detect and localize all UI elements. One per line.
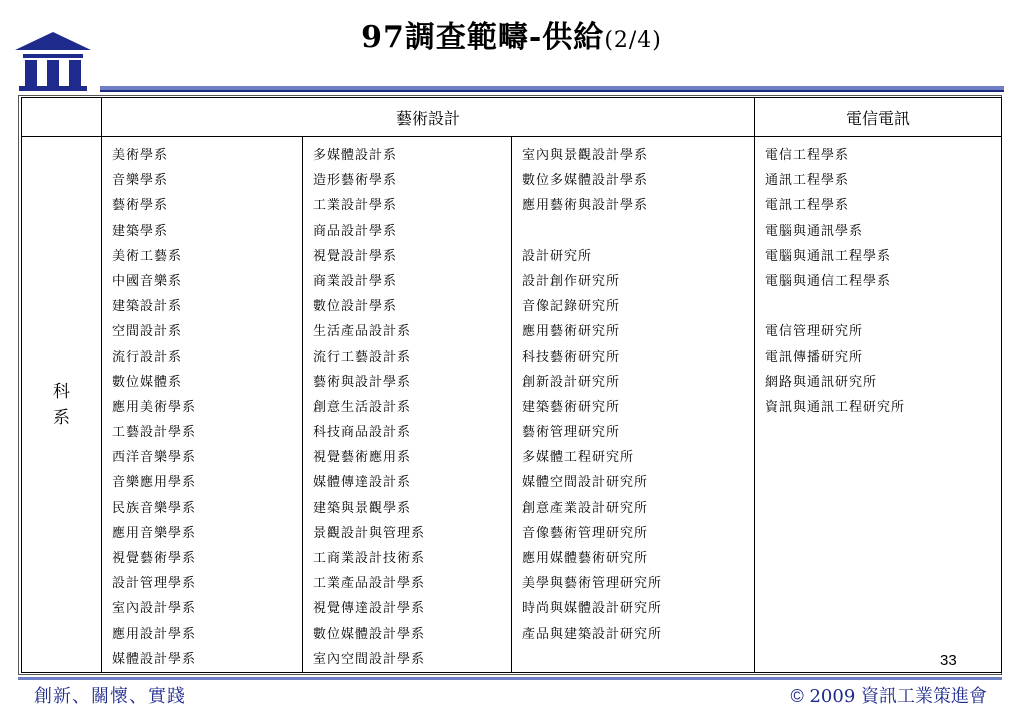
department-item: 應用音樂學系: [112, 525, 197, 541]
department-item: 建築學系: [112, 223, 169, 239]
department-item: 音樂應用學系: [112, 475, 197, 491]
department-item: 應用美術學系: [112, 399, 197, 415]
department-item: 產品與建築設計研究所: [522, 626, 663, 642]
department-item: 工業產品設計學系: [313, 576, 426, 592]
department-item: 室內空間設計學系: [313, 651, 426, 667]
department-item: 視覺藝術學系: [112, 551, 197, 566]
department-column-2: [303, 137, 512, 673]
department-item: 民族音樂學系: [112, 500, 197, 516]
department-item: 應用媒體藝術研究所: [522, 551, 649, 566]
department-item: 音樂學系: [112, 173, 169, 189]
department-item: 數位設計學系: [313, 299, 398, 315]
survey-table: [21, 97, 1002, 673]
department-item: 美學與藝術管理研究所: [522, 576, 663, 592]
department-item: 設計管理學系: [112, 576, 197, 592]
page-title: [0, 12, 1023, 56]
footer-rule: [18, 677, 1002, 680]
department-item: 景觀設計與管理系: [313, 525, 426, 541]
department-item: 生活產品設計系: [313, 324, 412, 340]
title-suffix: (2/4): [604, 28, 662, 53]
department-item: 建築藝術研究所: [522, 399, 621, 415]
department-item: 工藝設計學系: [112, 425, 197, 441]
footer-slogan: 創新、關懷、實踐: [34, 686, 186, 707]
table-body-row: [22, 137, 1002, 673]
department-item: 音像記錄研究所: [522, 299, 621, 315]
department-item: 科技商品設計系: [313, 425, 412, 441]
department-item: 商業設計學系: [313, 273, 398, 289]
department-item: 時尚與媒體設計研究所: [522, 601, 663, 617]
department-item: 流行工藝設計系: [313, 349, 412, 365]
footer-copyright: [790, 682, 987, 708]
department-item: 電腦與通信工程學系: [765, 273, 892, 289]
department-item: 通訊工程學系: [765, 173, 850, 189]
department-item: 設計研究所: [522, 248, 593, 264]
department-item: 藝術管理研究所: [522, 425, 621, 441]
department-item: 電信工程學系: [765, 148, 850, 163]
department-item: 建築設計系: [112, 299, 183, 315]
department-item: 視覺藝術應用系: [313, 450, 412, 466]
department-item: 網路與通訊研究所: [765, 374, 878, 390]
column-header-telecom: 電信電訊: [755, 98, 1002, 137]
department-item: [765, 294, 1001, 319]
department-item: 電訊傳播研究所: [765, 349, 864, 365]
department-item: 美術工藝系: [112, 248, 183, 264]
department-item: 科技藝術研究所: [522, 349, 621, 365]
department-item: 媒體傳達設計系: [313, 475, 412, 491]
department-item: 中國音樂系: [112, 273, 183, 289]
department-item: 造形藝術學系: [313, 173, 398, 189]
department-item: 電腦與通訊學系: [765, 223, 864, 239]
department-item: [522, 219, 754, 244]
department-item: 工業設計學系: [313, 198, 398, 214]
department-item: 多媒體設計系: [313, 148, 398, 163]
department-item: 創新設計研究所: [522, 374, 621, 390]
department-column-1: [102, 137, 303, 673]
department-item: 建築與景觀學系: [313, 500, 412, 516]
department-column-3: [512, 137, 755, 673]
department-item: 電信管理研究所: [765, 324, 864, 340]
department-item: 數位媒體設計學系: [313, 626, 426, 642]
department-item: 應用藝術與設計學系: [522, 198, 649, 214]
department-item: 應用藝術研究所: [522, 324, 621, 340]
department-item: 創意產業設計研究所: [522, 500, 649, 516]
copyright-symbol: ©: [790, 686, 804, 706]
department-item: 音像藝術管理研究所: [522, 525, 649, 541]
table-header-row: [22, 98, 1002, 137]
department-item: 室內與景觀設計學系: [522, 148, 649, 163]
department-item: 電訊工程學系: [765, 198, 850, 214]
page-number: 33: [940, 652, 957, 669]
department-item: 設計創作研究所: [522, 273, 621, 289]
department-item: 藝術與設計學系: [313, 374, 412, 390]
department-item: 創意生活設計系: [313, 399, 412, 415]
header-rule-dark: [100, 90, 1004, 92]
department-item: 多媒體工程研究所: [522, 450, 635, 466]
footer-organization: 2009 資訊工業策進會: [803, 686, 987, 707]
department-item: 應用設計學系: [112, 626, 197, 642]
department-item: 空間設計系: [112, 324, 183, 340]
department-item: 數位媒體系: [112, 374, 183, 390]
department-item: 媒體設計學系: [112, 651, 197, 667]
row-label-line: 系: [53, 407, 70, 428]
department-item: 視覺傳達設計學系: [313, 601, 426, 617]
department-item: 藝術學系: [112, 198, 169, 214]
department-item: 電腦與通訊工程學系: [765, 248, 892, 264]
department-item: 視覺設計學系: [313, 248, 398, 264]
corner-cell: [22, 98, 102, 137]
department-item: 室內設計學系: [112, 601, 197, 617]
department-item: 商品設計學系: [313, 223, 398, 239]
row-label-line: 科: [53, 381, 70, 402]
department-item: 工商業設計技術系: [313, 551, 426, 566]
department-item: 流行設計系: [112, 349, 183, 365]
department-item: 美術學系: [112, 148, 169, 163]
department-item: 西洋音樂學系: [112, 450, 197, 466]
department-item: 資訊與通訊工程研究所: [765, 399, 906, 415]
row-label: [22, 137, 102, 673]
title-main: 97調查範疇-供給: [361, 20, 605, 55]
department-item: 數位多媒體設計學系: [522, 173, 649, 189]
department-item: 媒體空間設計研究所: [522, 475, 649, 491]
department-column-4: [755, 137, 1002, 673]
column-header-art-design: 藝術設計: [102, 98, 755, 137]
